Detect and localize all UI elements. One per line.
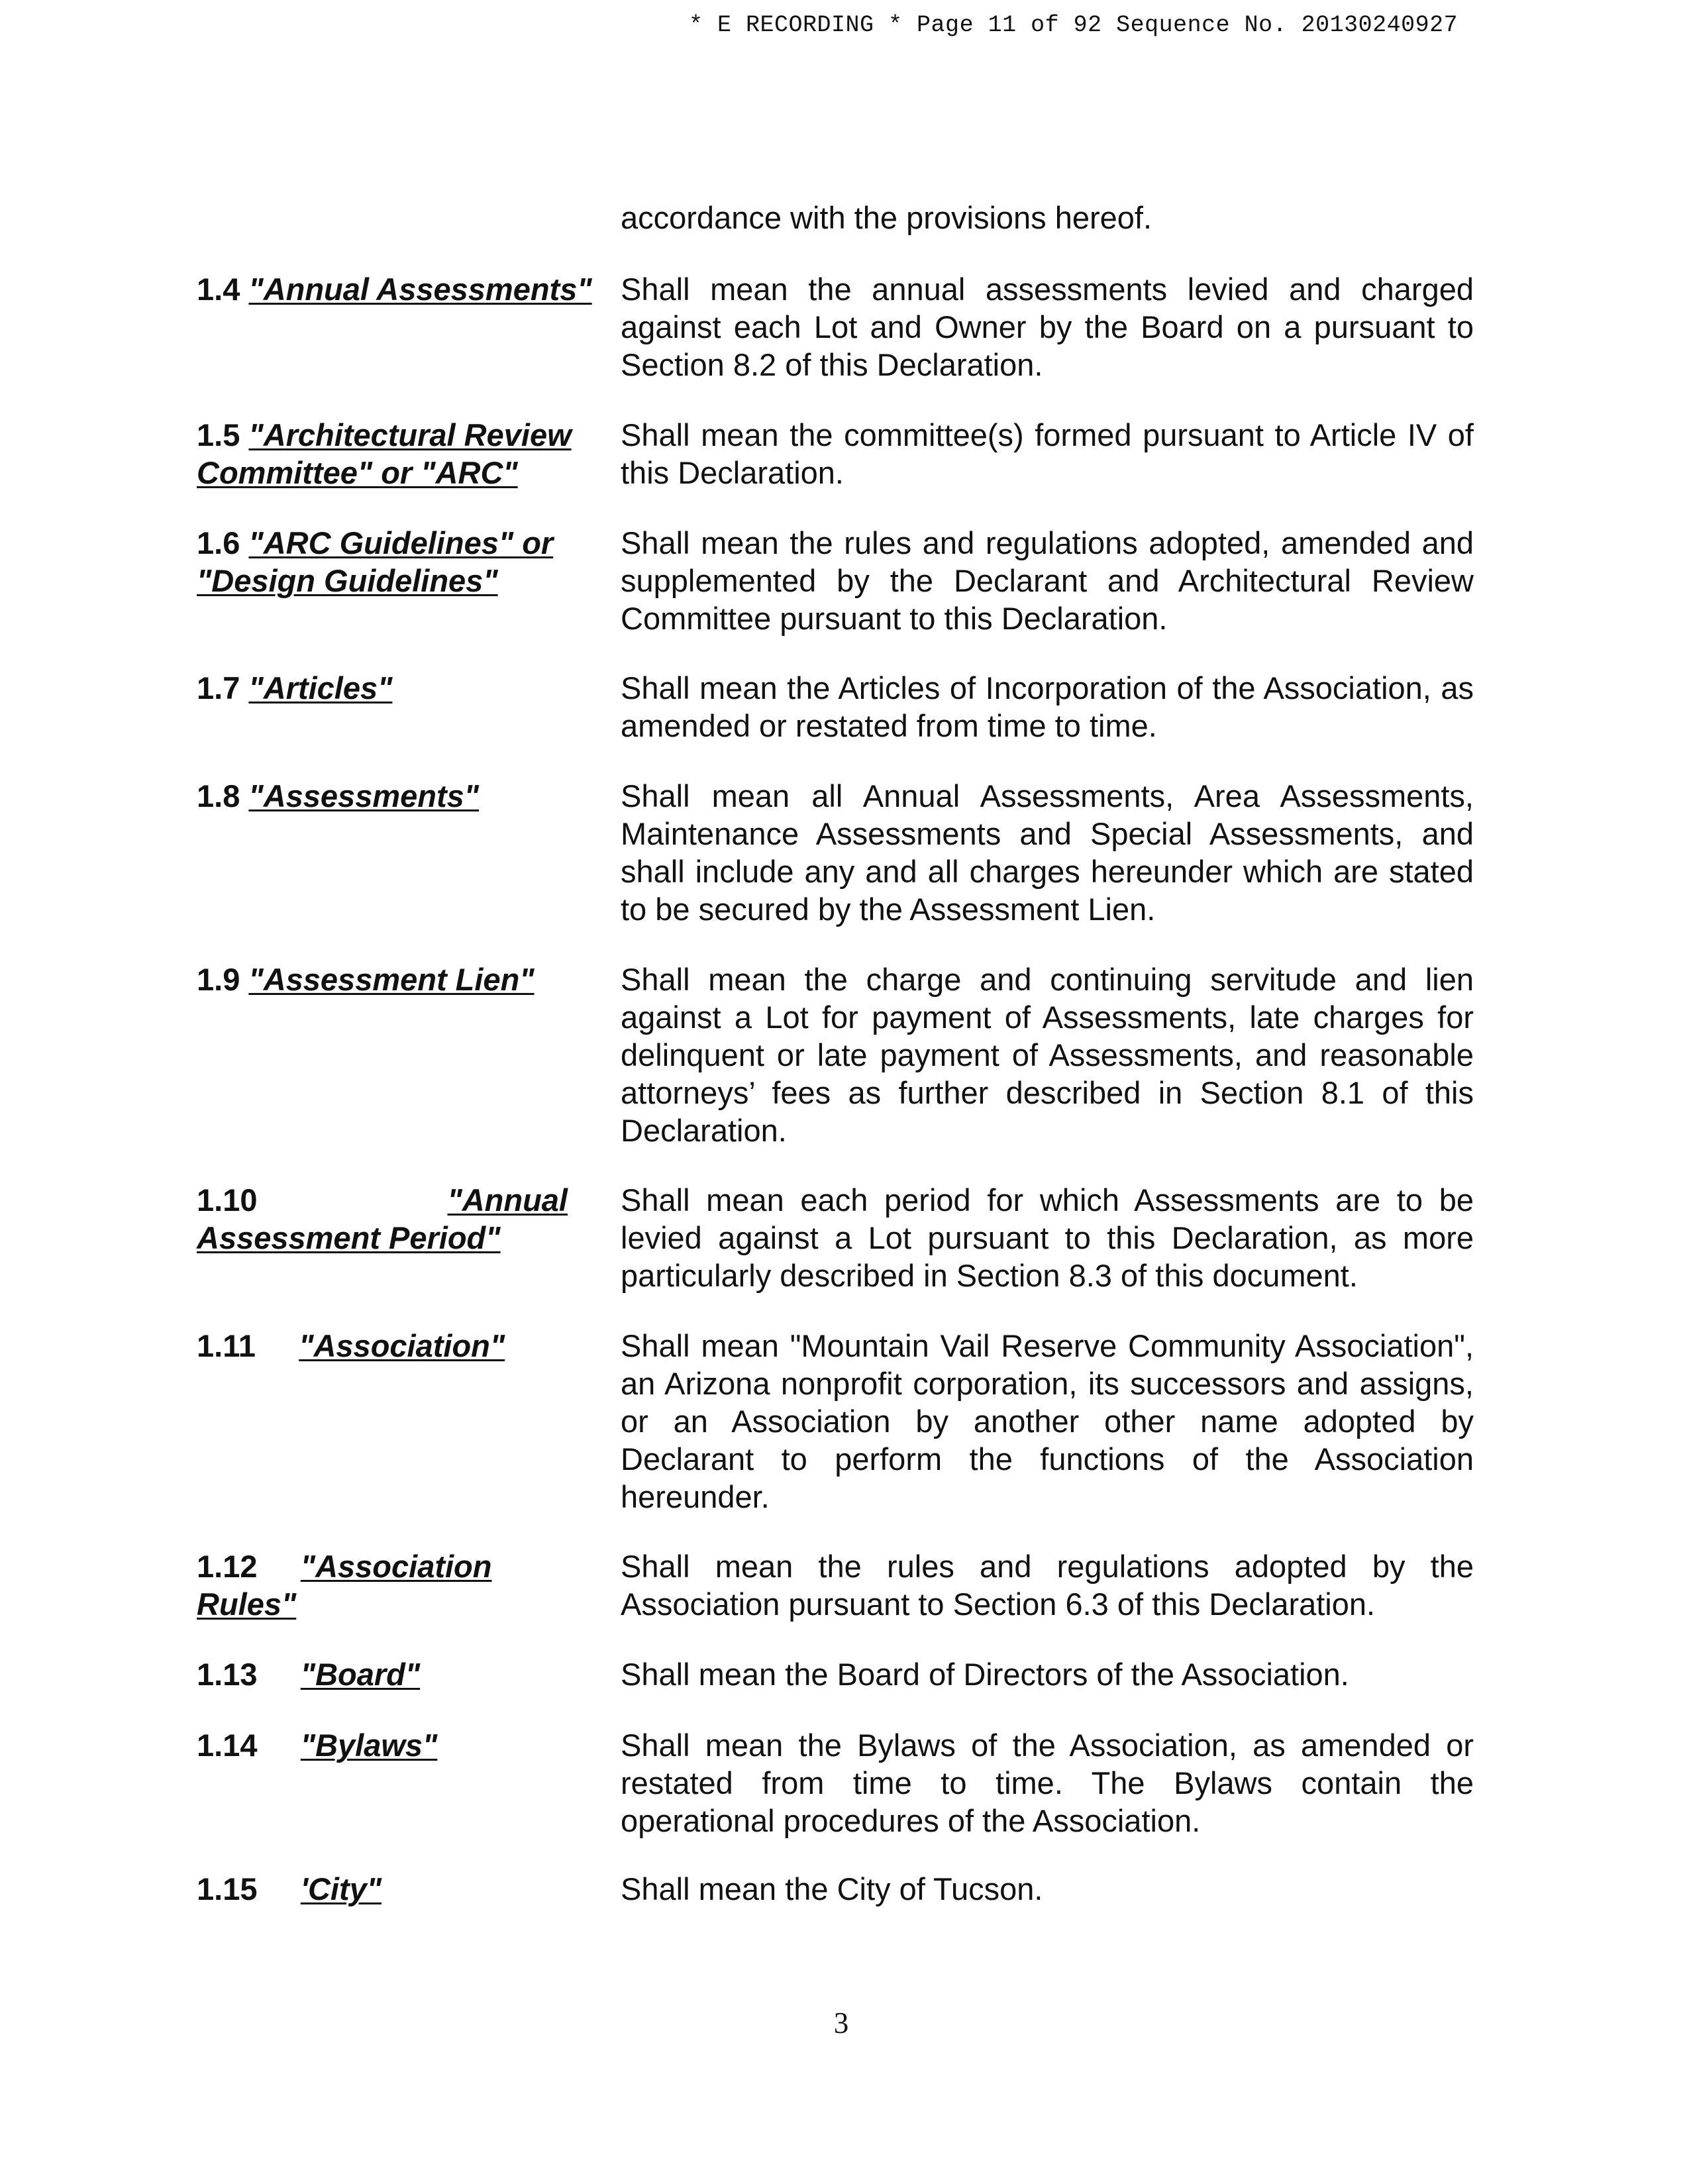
term-name: "Articles" (248, 670, 393, 705)
term-number: 1.7 (197, 670, 240, 705)
term (197, 524, 594, 599)
definition-text: Shall mean the charge and continuing servitude and lien against a Lot for payment of Assessments, late charges for delinquent or late payment of Assessments, and reasonable attorneys’ fees as further described in Section 8.1 of this Declaration. (621, 962, 1474, 1148)
definition-text: Shall mean the City of Tucson. (621, 1871, 1043, 1906)
term-number: 1.8 (197, 778, 240, 813)
term (197, 961, 594, 998)
term (197, 1327, 594, 1365)
term-name: "Bylaws" (300, 1728, 438, 1763)
term (197, 777, 594, 815)
term (197, 1181, 568, 1257)
definition-text: Shall mean the annual assessments levied and charged against each Lot and Owner by the Board on a pursuant to Section 8.2 of this Declaration. (621, 272, 1474, 382)
term-number: 1.5 (197, 417, 240, 452)
term-number: 1.10 (197, 1182, 258, 1218)
term-number: 1.11 (197, 1328, 256, 1363)
term-number: 1.12 (197, 1549, 258, 1584)
term-name: "Annual Assessments" (248, 272, 592, 307)
definition-text: Shall mean the Bylaws of the Association, as amended or restated from time to time. The Bylaws contain the operational procedures of the Association. (621, 1728, 1474, 1838)
page-number: 3 (833, 2006, 849, 2040)
term (197, 1726, 594, 1764)
term (197, 1870, 594, 1908)
continued-text: accordance with the provisions hereof. (621, 200, 1152, 235)
term-number: 1.15 (197, 1871, 258, 1906)
term (197, 270, 594, 308)
term (197, 1655, 594, 1693)
term-number: 1.9 (197, 962, 240, 997)
term-name: "Association" (299, 1328, 505, 1363)
term (197, 1547, 521, 1623)
definition-text: Shall mean the committee(s) formed pursuant to Article IV of this Declaration. (621, 417, 1474, 490)
definition-text: Shall mean all Annual Assessments, Area Assessments, Maintenance Assessments and Special Assessments, and shall include any and all charges hereunder which are stated to be secured by the Assessment Lien. (621, 778, 1474, 927)
definition-text: Shall mean the rules and regulations adopted, amended and supplemented by the Declarant and Architectural Review Committee pursuant to this Declaration. (621, 525, 1474, 636)
term-name: "Assessment Lien" (248, 962, 535, 997)
term-number: 1.4 (197, 272, 240, 307)
term-name: "Association Rules" (197, 1549, 492, 1622)
term-name: "ARC Guidelines" or "Design Guidelines" (197, 525, 554, 598)
term-number: 1.13 (197, 1657, 258, 1692)
term-name: "Architectural Review Committee" or "ARC" (197, 417, 572, 490)
definition-text: Shall mean the rules and regulations adopted by the Association pursuant to Section 6.3 of this Declaration. (621, 1549, 1474, 1622)
term-number: 1.6 (197, 525, 240, 560)
definition-text: Shall mean "Mountain Vail Reserve Community Association", an Arizona nonprofit corporation, its successors and assigns, or an Association by another other name adopted by Declarant to perform the functions of the Association hereunder. (621, 1328, 1474, 1514)
term-name: 'City" (300, 1871, 382, 1906)
term-name: "Assessments" (248, 778, 480, 813)
term-name: "Annual Assessment Period" (197, 1182, 568, 1255)
term (197, 416, 607, 492)
term-number: 1.14 (197, 1728, 258, 1763)
definition-text: Shall mean each period for which Assessments are to be levied against a Lot pursuant to this Declaration, as more particularly described in Section 8.3 of this document. (621, 1182, 1474, 1293)
recording-header: * E RECORDING * Page 11 of 92 Sequence No. 20130240927 (689, 12, 1458, 38)
definition-text: Shall mean the Board of Directors of the Association. (621, 1657, 1349, 1692)
definition-text: Shall mean the Articles of Incorporation of the Association, as amended or restated from time to time. (621, 670, 1474, 743)
term (197, 669, 594, 707)
term-name: "Board" (300, 1657, 421, 1692)
